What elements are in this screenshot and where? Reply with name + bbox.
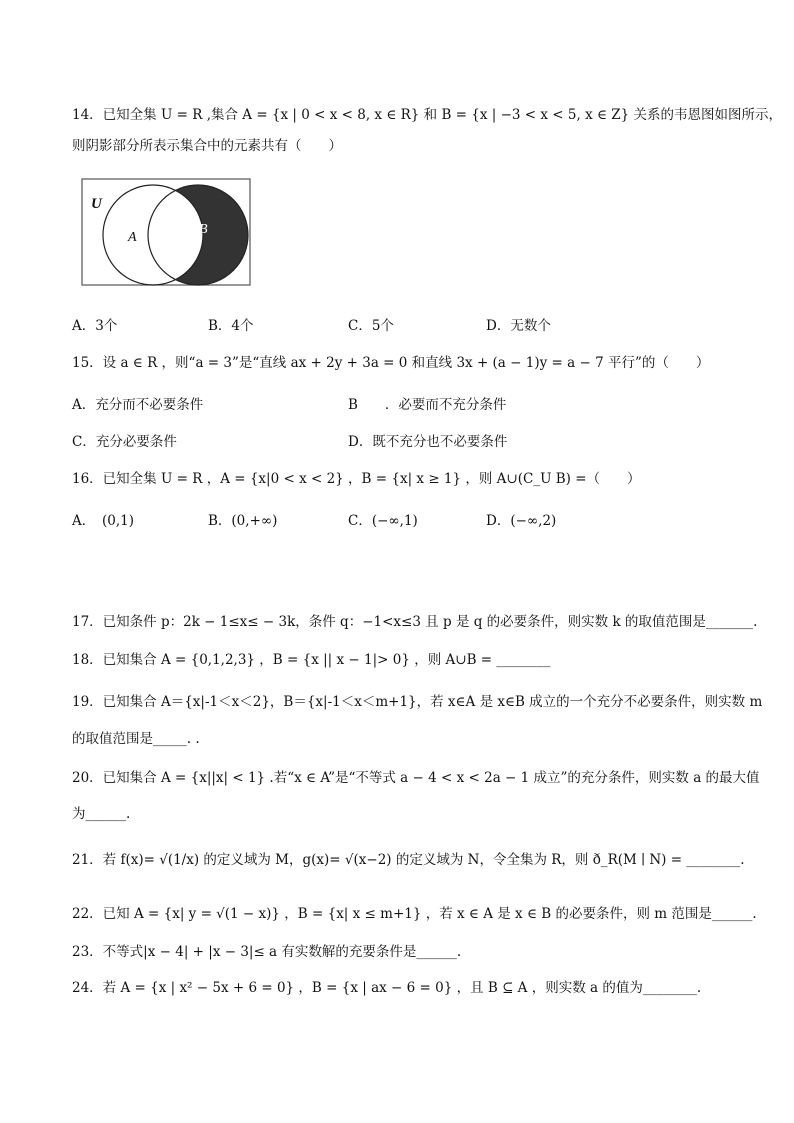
q15-stem: 15．设 a ∈ R ，则“a = 3”是“直线 ax + 2y + 3a = 0 和直线 3x + (a − 1)y = a − 7 平行”的（ ） [72,355,710,371]
q15-option-a: A．充分而不必要条件 [72,397,204,413]
q16-option-b: B．(0,+∞) [208,513,278,529]
q16-option-c: C．(−∞,1) [348,513,418,529]
q14-option-b: B．4个 [208,318,254,334]
q24-stem: 24．若 A = {x | x² − 5x + 6 = 0} ，B = {x | ax − 6 = 0} ，且 B ⊆ A ，则实数 a 的值为________. [72,980,702,996]
q19-stem-line2: 的取值范围是_____. . [72,731,200,747]
q22-stem: 22．已知 A = {x| y = √(1 − x)} ，B = {x| x ≤ m+1} ，若 x ∈ A 是 x ∈ B 的必要条件，则 m 范围是______. [72,906,757,922]
q21-stem: 21．若 f(x)= √(1/x) 的定义域为 M，g(x)= √(x−2) 的定义域为 N，令全集为 R，则 ð_R(M ∣ N) = ________. [72,852,745,868]
q16-option-d: D．(−∞,2) [486,513,557,529]
u-label: U [91,196,102,212]
q14-stem-line2: 则阴影部分所表示集合中的元素共有（ ） [72,138,342,154]
q15-option-b: B ．必要而不充分条件 [348,397,507,413]
q15-option-c: C．充分必要条件 [72,434,177,450]
q14-option-c: C．5个 [348,318,394,334]
q20-stem-line2: 为______. [72,806,131,822]
q14-option-a: A．3个 [72,318,118,334]
q15-option-d: D．既不充分也不必要条件 [348,434,508,450]
q14-stem-line1: 14．已知全集 U = R ,集合 A = {x | 0 < x < 8, x ∈ R} 和 B = {x | −3 < x < 5, x ∈ Z} 关系的韦恩图如图所示， [72,107,783,123]
q20-stem-line1: 20．已知集合 A = {x||x| < 1} .若“x ∈ A”是“不等式 a − 4 < x < 2a − 1 成立”的充分条件，则实数 a 的最大值 [72,770,760,786]
a-label: A [128,230,137,245]
q23-stem: 23．不等式|x − 4| + |x − 3|≤ a 有实数解的充要条件是______. [72,944,462,960]
b-label: B [199,222,208,237]
q17-stem: 17．已知条件 p：2k − 1≤x≤ − 3k，条件 q：−1<x≤3 且 p 是 q 的必要条件，则实数 k 的取值范围是_______. [72,614,758,630]
venn-diagram [81,178,251,286]
q18-stem: 18．已知集合 A = {0,1,2,3} ，B = {x || x − 1|> 0} ，则 A∪B = ________ [72,652,551,668]
q16-stem: 16．已知全集 U = R ，A = {x|0 < x < 2} ，B = {x| x ≥ 1} ，则 A∪(C_U B) =（ ） [72,471,641,487]
q14-option-d: D．无数个 [486,318,551,334]
q19-stem-line1: 19．已知集合 A＝{x|-1＜x＜2}，B＝{x|-1＜x＜m+1}，若 x∈A 是 x∈B 成立的一个充分不必要条件，则实数 m [72,694,763,710]
q16-option-a: A． (0,1) [72,513,135,529]
